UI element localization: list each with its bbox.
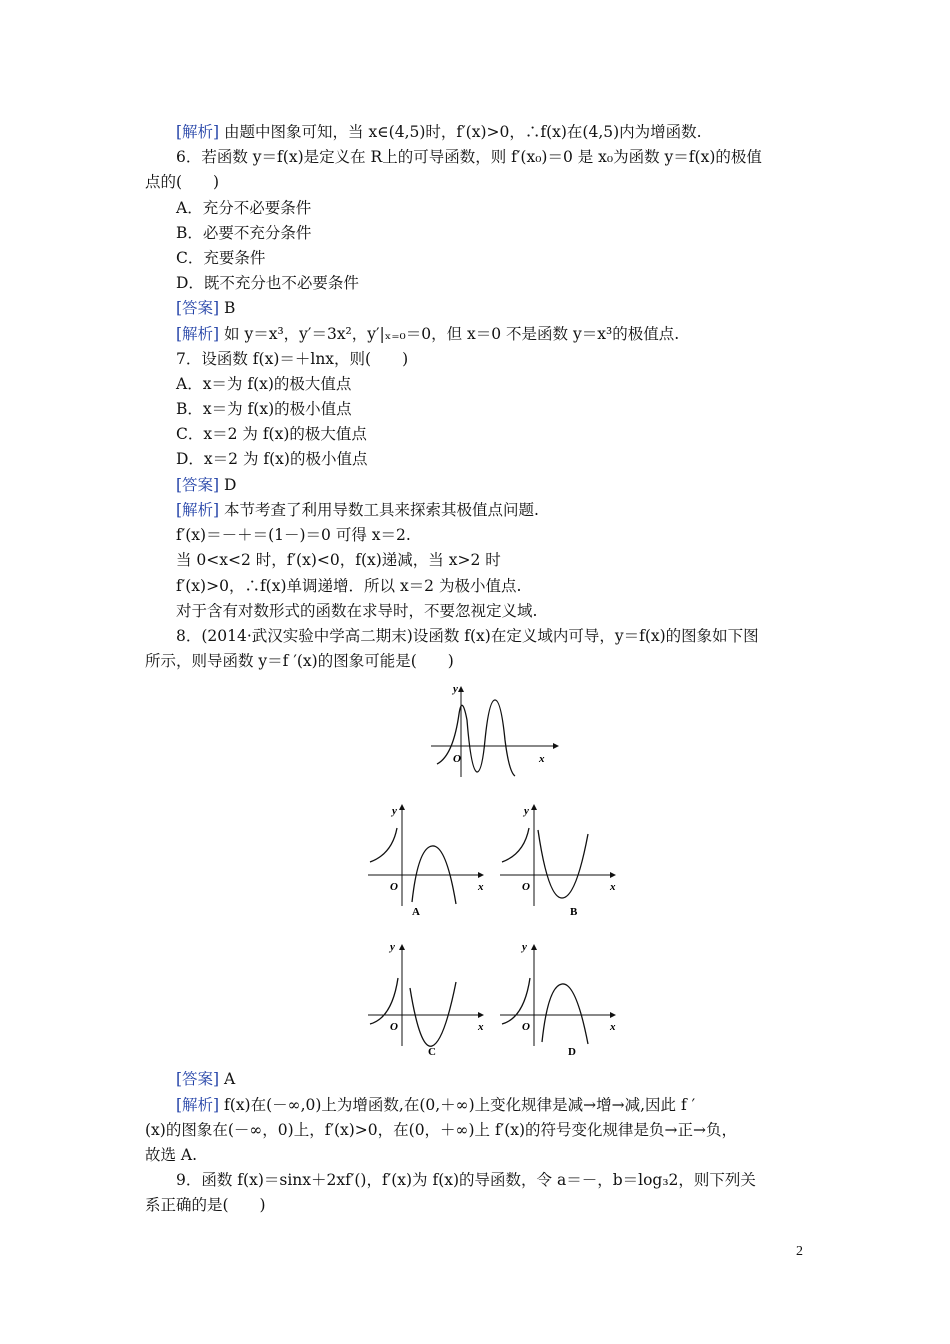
option-b: B．必要不充分条件: [176, 224, 312, 242]
axis-y-label: y: [390, 941, 395, 953]
option-c: C．充要条件: [176, 249, 266, 267]
analysis-8: [解析] f(x)在(－∞,0)上为增函数,在(0,＋∞)上变化规律是减→增→减,因此 f ′: [176, 1096, 696, 1114]
caption-b: B: [570, 906, 578, 918]
origin-label: O: [522, 881, 530, 893]
axis-y-label: y: [392, 805, 397, 817]
graph-f: [425, 680, 565, 780]
axis-y-label: y: [453, 683, 458, 695]
origin-label: O: [390, 881, 398, 893]
origin-label: O: [522, 1021, 530, 1033]
axis-x-label: x: [610, 881, 616, 893]
caption-a: A: [412, 906, 420, 918]
axis-y-label: y: [522, 941, 527, 953]
question-7: 7．设函数 f(x)＝＋lnx，则( ): [176, 350, 409, 368]
option-c: C．x＝2 为 f(x)的极大值点: [176, 425, 367, 443]
option-d: D．既不充分也不必要条件: [176, 274, 359, 292]
text-line: 当 0<x<2 时，f′(x)<0，f(x)递减，当 x>2 时: [176, 551, 501, 569]
text-line: f′(x)＝－＋＝(1－)＝0 可得 x＝2.: [176, 526, 411, 544]
graph-option-d: [496, 938, 626, 1060]
analysis-6: [解析] 如 y＝x³，y′＝3x²，y′|ₓ₌₀＝0，但 x＝0 不是函数 y＝x³的极值点.: [176, 325, 680, 343]
axis-x-label: x: [478, 1021, 484, 1033]
axis-x-label: x: [539, 753, 545, 765]
option-d: D．x＝2 为 f(x)的极小值点: [176, 450, 368, 468]
answer-6: [答案] B: [176, 299, 236, 317]
analysis-7: [解析] 本节考查了利用导数工具来探索其极值点问题.: [176, 501, 539, 519]
question-6: 6．若函数 y＝f(x)是定义在 R上的可导函数，则 f′(x₀)＝0 是 x₀为函数 y＝f(x)的极值: [176, 148, 762, 166]
answer-7: [答案] D: [176, 476, 237, 494]
option-a: A．充分不必要条件: [176, 199, 312, 217]
option-a: A．x＝为 f(x)的极大值点: [176, 375, 352, 393]
page-number: 2: [796, 1244, 803, 1259]
text-line: 点的( ): [145, 173, 220, 191]
text-line: 故选 A.: [145, 1146, 198, 1164]
option-b: B．x＝为 f(x)的极小值点: [176, 400, 352, 418]
graph-option-a: [364, 798, 494, 920]
origin-label: O: [453, 753, 461, 765]
answer-8: [答案] A: [176, 1070, 236, 1088]
axis-y-label: y: [524, 805, 529, 817]
text-line: f′(x)>0，∴f(x)单调递增．所以 x＝2 为极小值点.: [176, 577, 522, 595]
axis-x-label: x: [478, 881, 484, 893]
origin-label: O: [390, 1021, 398, 1033]
caption-d: D: [568, 1046, 576, 1058]
caption-c: C: [428, 1046, 436, 1058]
axis-x-label: x: [610, 1021, 616, 1033]
graph-option-c: [364, 938, 494, 1060]
text-line: [解析] 由题中图象可知，当 x∈(4,5)时，f′(x)>0，∴f(x)在(4,5)内为增函数.: [176, 123, 702, 141]
question-8: 8．(2014·武汉实验中学高二期末)设函数 f(x)在定义域内可导，y＝f(x)的图象如下图: [176, 627, 759, 645]
text-line: 所示，则导函数 y＝f ′(x)的图象可能是( ): [145, 652, 454, 670]
text-line: 对于含有对数形式的函数在求导时，不要忽视定义域.: [176, 602, 538, 620]
graph-option-b: [496, 798, 626, 920]
question-9: 9．函数 f(x)＝sinx＋2xf′()，f′(x)为 f(x)的导函数，令 a＝－，b＝log₃2，则下列关: [176, 1171, 756, 1189]
text-line: (x)的图象在(－∞，0)上，f′(x)>0，在(0，＋∞)上 f′(x)的符号变化规律是负→正→负，: [145, 1121, 738, 1139]
text-line: 系正确的是( ): [145, 1196, 266, 1214]
